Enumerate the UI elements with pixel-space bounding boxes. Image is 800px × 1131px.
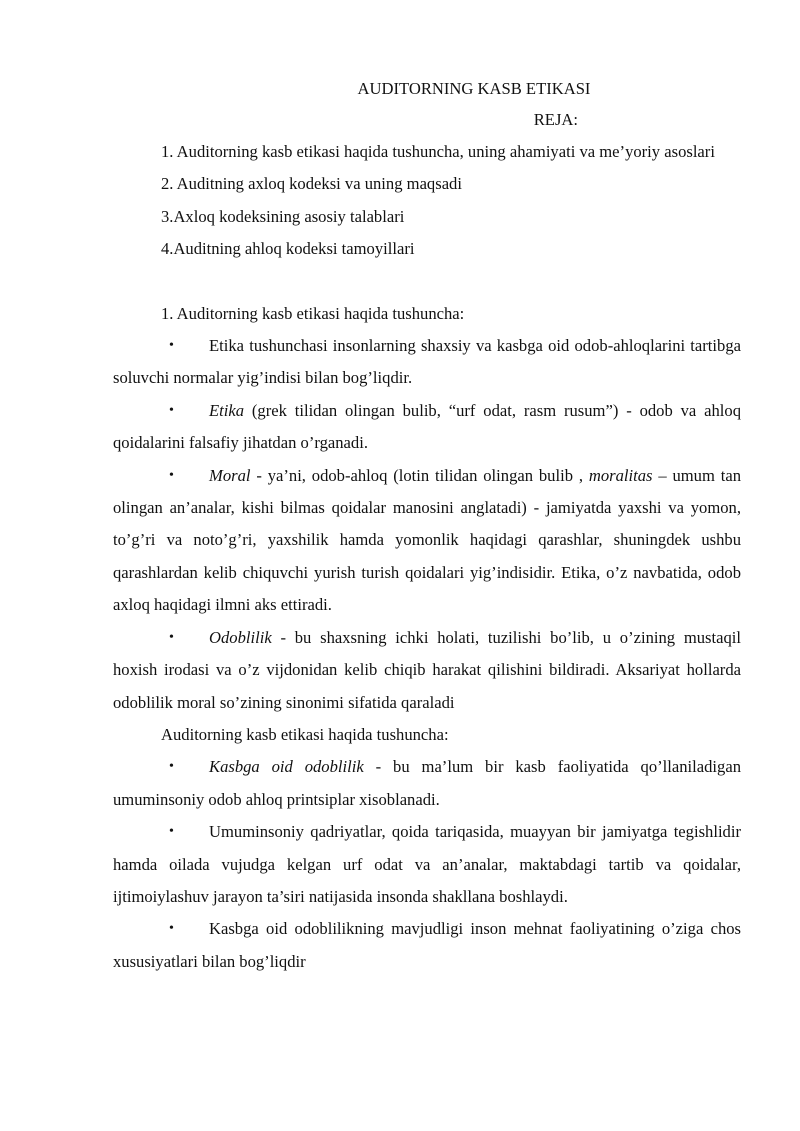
term-moral: Moral	[209, 465, 251, 485]
term-moralitas: moralitas	[588, 465, 653, 485]
plan-heading: REJA:	[533, 110, 578, 129]
paragraph-text: - ya’ni, odob-ahloq (lotin tilidan olingan bulib ,	[250, 465, 589, 485]
bullet-icon: •	[169, 824, 174, 840]
document-title: AUDITORNING KASB ETIKASI	[357, 79, 591, 98]
plan-item-3: 3.Axloq kodeksining asosiy talablari	[161, 206, 405, 226]
term-odoblilik: Odoblilik	[209, 627, 272, 647]
paragraph-text: (grek tilidan olingan bulib, “urf odat, rasm rusum”) - odob va ahloq qoidalarini falsafiy jihatdan o’rganadi.	[113, 400, 741, 453]
paragraph-text: - bu shaxsning ichki holati, tuzilishi bo’lib, u o’zining mustaqil hoxish irodasi va o’z vijdonidan kelib chiqib harakat qilishini bildiradi. Aksariyat hollarda odoblilik moral so’zining sinonimi sifatida qaraladi	[113, 627, 741, 712]
bullet-paragraph-moral	[113, 460, 741, 622]
bullet-icon: •	[169, 921, 174, 937]
plan-item-2: 2. Auditning axloq kodeksi va uning maqsadi	[161, 174, 462, 194]
bullet-paragraph-etika-tushunchasi	[113, 330, 741, 395]
bullet-icon: •	[169, 467, 174, 483]
bullet-icon: •	[169, 402, 174, 418]
term-etika: Etika	[209, 400, 245, 420]
plan-item-4: 4.Auditning ahloq kodeksi tamoyillari	[161, 239, 415, 259]
plan-item-1: 1. Auditorning kasb etikasi haqida tushuncha, uning ahamiyati va me’yoriy asoslari	[161, 142, 715, 161]
spacer	[113, 266, 741, 298]
bullet-icon: •	[169, 338, 174, 354]
paragraph-text: Etika tushunchasi insonlarning shaxsiy va kasbga oid odob-ahloqlarini tartibga soluvchi normalar yig’indisi bilan bog’liqdir.	[113, 336, 741, 388]
document-page	[113, 74, 741, 978]
paragraph-text: Kasbga oid odoblilikning mavjudligi inson mehnat faoliyatining o’ziga chos xususiyatlari bilan bog’liqdir	[113, 919, 741, 971]
bullet-paragraph-etika	[113, 395, 741, 460]
term-kasbga-oid-odoblilik: Kasbga oid odoblilik	[209, 757, 364, 777]
bullet-paragraph-mavjudligi	[113, 913, 741, 978]
bullet-paragraph-odoblilik	[113, 622, 741, 719]
paragraph-text: – umum tan olingan an’analar, kishi bilmas qoidalar manosini anglatadi) - jamiyatda yaxshi va yomon, to’g’ri va noto’g’ri, yaxshilik hamda yomonlik haqidagi qarashlar, shuningdek ushbu qarashlardan kelib chiquvchi yurish turish qoidalari yig’indisidir. Etika, o’z navbatida, odob axloq haqidagi ilmni aks ettiradi.	[113, 465, 741, 615]
bullet-paragraph-umuminsoniy	[113, 816, 741, 913]
bullet-icon: •	[169, 629, 174, 645]
bullet-paragraph-kasbga-oid-odoblilik	[113, 751, 741, 816]
section-2-heading: Auditorning kasb etikasi haqida tushuncha:	[161, 724, 449, 744]
paragraph-text: - bu ma’lum bir kasb faoliyatida qo’llaniladigan umuminsoniy odob ahloq printsiplar xisoblanadi.	[113, 757, 741, 809]
paragraph-text: Umuminsoniy qadriyatlar, qoida tariqasida, muayyan bir jamiyatga tegishlidir hamda oilada vujudga kelgan urf odat va an’analar, maktabdagi tartib va qoidalar, ijtimoiylashuv jarayon ta’siri natijasida insonda shakllana boshlaydi.	[113, 822, 741, 906]
section-1-heading: 1. Auditorning kasb etikasi haqida tushuncha:	[161, 303, 465, 323]
bullet-icon: •	[169, 759, 174, 775]
